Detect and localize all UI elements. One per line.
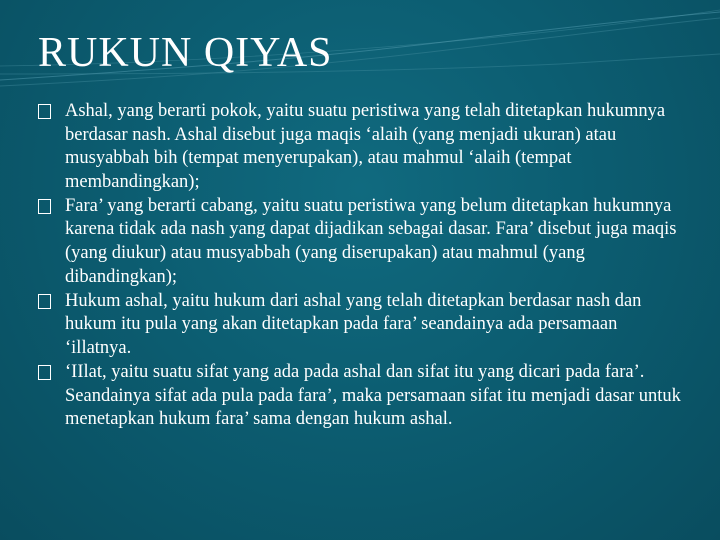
bullet-text: Fara’ yang berarti cabang, yaitu suatu peristiwa yang belum ditetapkan hukumnya karena tidak ada nash yang dapat dijadikan sebagai dasar. Fara’ disebut juga maqis (yang diukur) atau musyabbah (yang diserupakan) atau mahmul (yang dibandingkan);: [65, 195, 677, 287]
bullet-text: Hukum ashal, yaitu hukum dari ashal yang telah ditetapkan berdasar nash dan hukum itu pula yang akan ditetapkan pada fara’ seandainya ada persamaan ‘illatnya.: [65, 290, 642, 358]
box-bullet-icon: [38, 365, 51, 380]
bullet-list: [38, 100, 688, 432]
bullet-item-hukum-ashal: [38, 290, 688, 361]
bullet-text: ‘IIlat, yaitu suatu sifat yang ada pada ashal dan sifat itu yang dicari pada fara’. Seandainya sifat ada pula pada fara’, maka persamaan sifat itu menjadi dasar untuk menetapkan hukum fara’ sama dengan hukum ashal.: [65, 362, 681, 430]
slide-title: RUKUN QIYAS: [38, 30, 333, 76]
bullet-text: Ashal, yang berarti pokok, yaitu suatu peristiwa yang telah ditetapkan hukumnya berdasar nash. Ashal disebut juga maqis ‘alaih (yang menjadi ukuran) atau musyabbah bih (tempat menyerupakan), atau mahmul ‘alaih (tempat membandingkan);: [65, 101, 666, 192]
box-bullet-icon: [38, 199, 51, 214]
bullet-item-illat: [38, 361, 688, 432]
bullet-item-ashal: [38, 100, 688, 194]
box-bullet-icon: [38, 104, 51, 119]
box-bullet-icon: [38, 294, 51, 309]
bullet-item-fara: [38, 195, 688, 289]
